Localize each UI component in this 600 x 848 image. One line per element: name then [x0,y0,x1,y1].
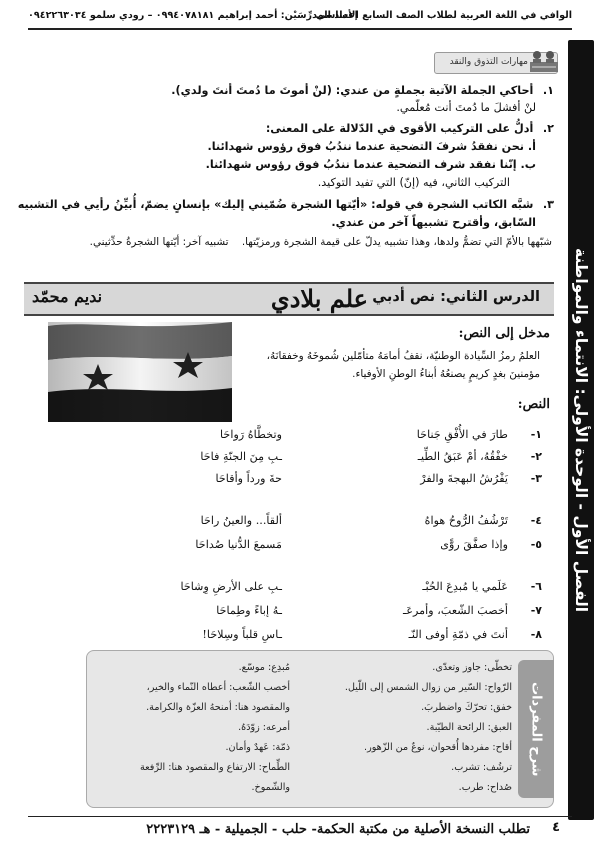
question-1 [24,82,554,99]
verse-number: ١- [530,428,542,441]
unit-title: الفصل الأول - الوحدة الأولى: الانتماء والمواطنة [572,247,590,613]
vocab-entry: أمرعه: زوّدَهُ. [238,722,290,733]
verse-first-hemistich: يَفْرُشُ البهجةَ والفرْ [420,472,508,485]
verse-second-hemistich: ـهُ إباءً وطِماحَا [216,604,282,617]
question-3-continued: السّابق، وأقترح تشبيهاً آخر من عندي. [331,216,536,229]
vocab-entry: خفق: تحرّكَ واضطربَ. [421,702,512,713]
vocab-entry: أخصب الشّعب: أعطاه النّماء والخير، [146,682,290,693]
question-text: شبَّه الكاتب الشجرة في قوله: «أيّتها الشجرة ضُمّيني إليك» بإنسانٍ يضمّ، أُبيِّنُ رأيي في التشبيه [17,198,534,211]
verse-number: ٥- [530,538,542,551]
question-text: أحاكي الجملة الآتية بجملةٍ من عندي: (لنْ أموتَ ما دُمتَ أنتَ ولدي). [171,84,534,97]
verse-number: ٤- [530,514,542,527]
vocab-entry: العبق: الرائحة الطيّبة. [426,722,512,733]
poet-name: نديم محمّد [32,287,103,306]
verse-number: ٣- [530,472,542,485]
question-2 [24,120,554,137]
verse-number: ٨- [530,628,542,641]
vocab-entry: الطِّماح: الارتفاع والمقصود هنا: الرِّفعة [139,762,290,773]
question-number: ٣. [542,198,554,211]
verse-second-hemistich: ـاسِ قلباً وسِلاحَا! [202,628,282,641]
page-number: ٤ [552,820,560,835]
option-a: أ. نحن نفقدُ شرفَ التضحية عندما نندُبُ فوق رؤوس شهدائنا. [207,140,536,153]
intro-line-1: العلمُ رمزُ السِّيادة الوطنيّة، نقفُ أمامَهُ متأمّلين شُموخَهُ وخفقانَهُ، [266,350,540,362]
skills-label: مهارات التذوق والنقد [449,57,528,67]
book-title: الوافي في اللغة العربية لطلاب الصف السابع الأساسي [316,10,572,21]
verse-number: ٢- [530,450,542,463]
vocab-entry: الرّواح: السّير من زوال الشمس إلى اللّيل. [344,682,512,693]
answer-3 [24,234,552,251]
verse-number: ٦- [530,580,542,593]
verse-first-hemistich: خفْقُهُ، أمْ عَبَقُ الطِّيـ [417,450,508,463]
verse-second-hemistich: ألقاً... والعينُ راحَا [200,514,282,527]
verse-first-hemistich: وإذا صفَّقَ روًّى [440,538,508,551]
vocab-entry: صُداح: طرب. [458,782,512,793]
verse-first-hemistich: أخصبَ الشّعبَ، وأمرعَـ [403,604,508,617]
verse-second-hemistich: وتخطَّاهُ رَواحَا [220,428,282,441]
answer-3-part-1: شبّهها بالأمّ التي تضمُّ ولدها، وهذا تشبيه يدلّ على قيمة الشجرة ورمزيّتها. [241,236,552,248]
syrian-flag-image [48,322,232,422]
vocab-entry: مُبدِع: موسّع. [238,662,290,673]
verse-first-hemistich: تَرْشُفُ الرُّوحُ هواهُ [424,514,508,527]
verse-first-hemistich: طارَ في الأُفْقِ جَناحَا [416,428,508,441]
verse-second-hemistich: مَسمعَ الدُّنيا صُداحَا [195,538,282,551]
vocab-entry: والمقصود هنا: أمنحهُ العزّة والكرامة. [146,702,290,713]
page-header [28,8,572,26]
question-3 [17,196,554,213]
text-heading: النص: [517,397,550,412]
vocab-entry: أقاح: مفردها أُقحوان، نوعٌ من الزّهور. [364,742,512,753]
question-number: ٢. [542,122,554,135]
vocab-entry: والشّموخ. [251,782,290,793]
footer-rule [28,816,572,817]
answer-2: التركيب الثاني، فيه (إنّ) التي تفيد التوكيد. [317,176,510,189]
verse-second-hemistich: حةَ ورداً وأقاحَا [215,472,282,485]
vocab-entry: ترشُف: تشرب. [451,762,512,773]
students-desk-icon [528,44,560,76]
answer-3-part-2: تشبيه آخر: أيّتها الشجرةُ حدِّثيني. [89,236,229,248]
verse-first-hemistich: أنتَ في ذمّةِ أوفى النّـ [408,628,508,641]
verse-first-hemistich: عَلَمي يا مُبدِعَ الحُبْـ [422,580,508,593]
question-number: ١. [542,84,554,97]
lesson-title: علم بلادي [270,284,368,313]
vocab-title: شرح المفردات [528,681,544,777]
lesson-label: الدرس الثاني: نص أدبي [372,289,540,305]
answer-1: لنْ أفشلَ ما دُمتَ أنت مُعلّمي. [396,101,536,114]
option-b: ب. إنّنا نفقد شرف التضحية عندما نندُبُ فوق رؤوس شهدائنا. [205,158,536,171]
header-rule [28,28,572,30]
intro-line-2: مؤمنينَ بغدٍ كريمٍ يصنعُهُ أبناءُ الوطنِ الأوفياء. [352,368,540,380]
vocab-entry: ذمّة: عَهدٌ وأمان. [225,742,290,753]
verse-second-hemistich: ـبِ على الأرضِ وِشاحَا [180,580,282,593]
vocab-entry: تخطّى: جاوز وتعدّى. [432,662,512,673]
footer-text: تطلب النسخة الأصلية من مكتبة الحكمة- حلب - الجميلية - هـ ٢٢٢٣١٢٩ [146,822,530,837]
verse-second-hemistich: ـبِ مِنَ الجنّةِ فاحَا [200,450,282,463]
verse-number: ٧- [530,604,542,617]
intro-heading: مدخل إلى النص: [458,326,550,341]
authors-line: إعداد المدرِّسَيْن: أحمد إبراهيم ٠٩٩٤٠٧٨١٨١ – رودي سلمو ٠٩٤٢٢٦٣٠٣٤ [28,10,358,21]
question-text: أدلُّ على التركيب الأقوى في الدّلالة على المعنى: [265,122,534,135]
